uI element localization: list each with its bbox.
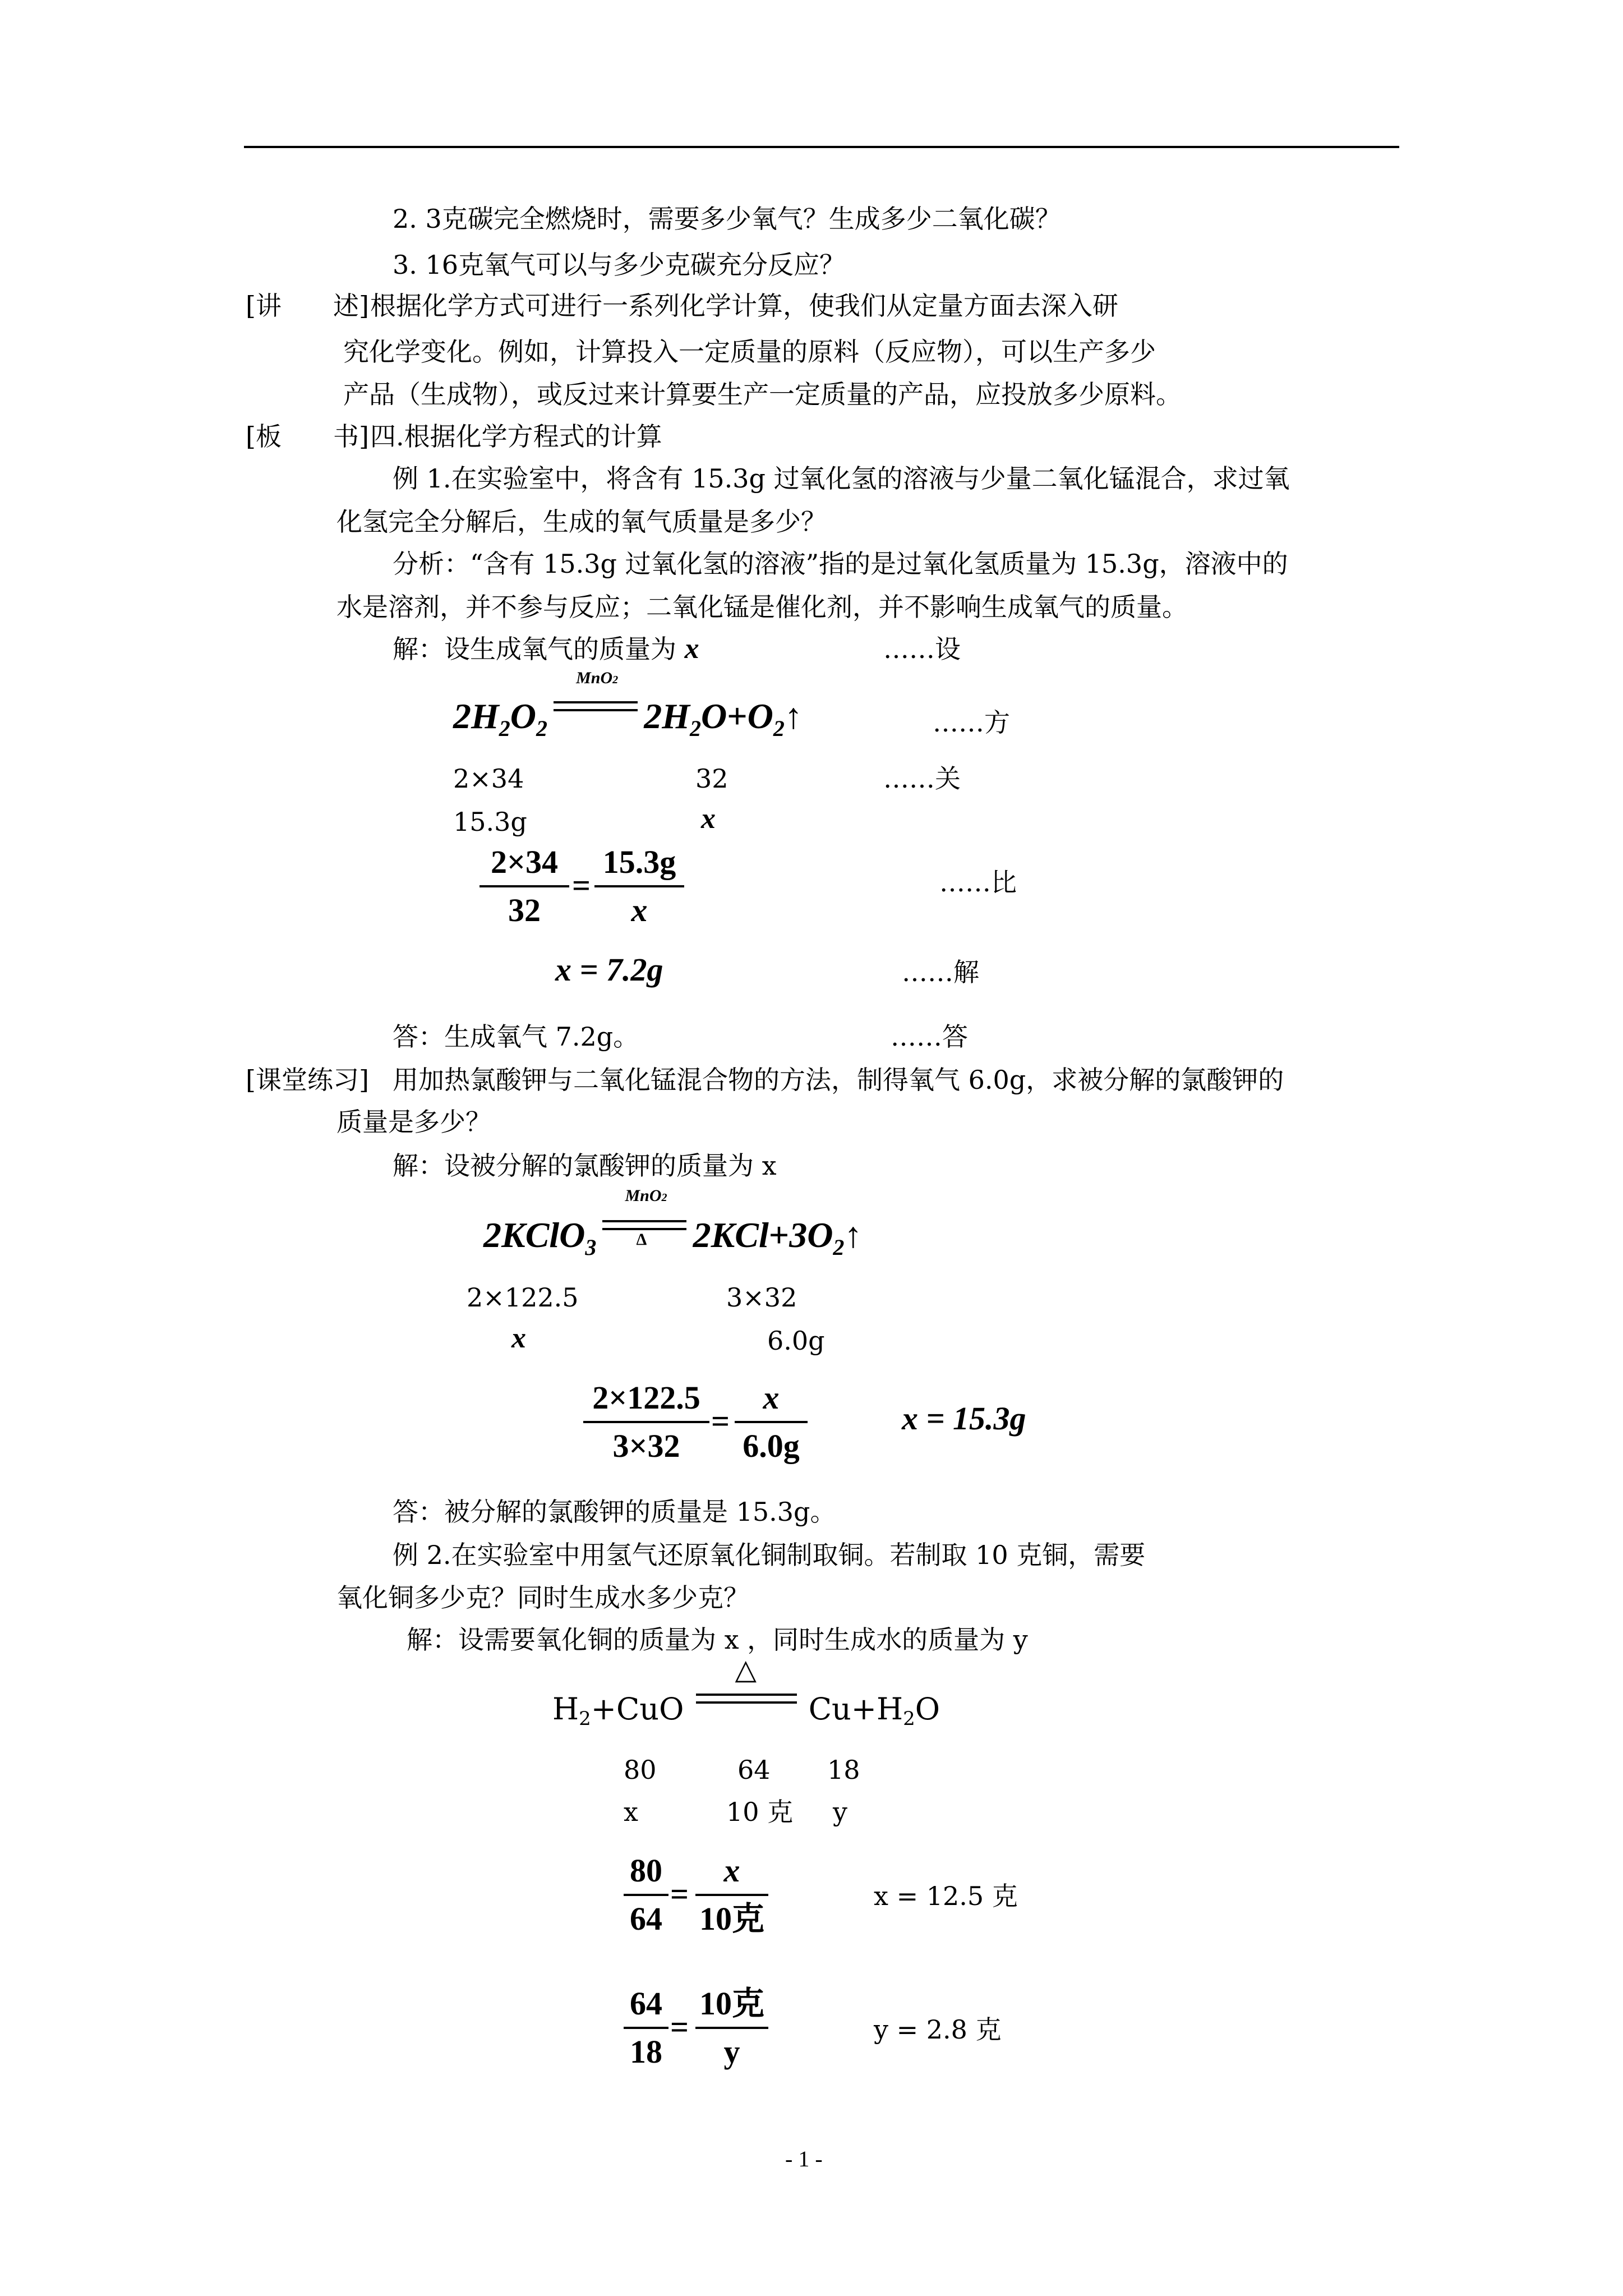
lecture-line-2: 究化学变化。例如，计算投入一定质量的原料（反应物），可以生产多少	[343, 337, 1156, 367]
example-2-line-1: 例 2.在实验室中用氢气还原氧化铜制取铜。若制取 10 克铜，需要	[393, 1540, 1146, 1570]
proportion-4-right: 10克 y	[695, 1983, 768, 2073]
proportion-4-left: 64 18	[624, 1983, 668, 2073]
unknown-2: x	[511, 1322, 526, 1354]
var-h2o: y	[833, 1797, 847, 1827]
heat-triangle-icon: △	[735, 1653, 757, 1686]
reaction-equation-3: H2+CuO △ Cu+H2O	[552, 1653, 940, 1730]
practice-line-2: 质量是多少？	[336, 1107, 491, 1137]
given-cu: 10 克	[726, 1797, 794, 1827]
gas-arrow-icon: ↑	[844, 1215, 863, 1255]
lecture-line-1: 根据化学方式可进行一系列化学计算，使我们从定量方面去深入研	[370, 291, 1118, 321]
solution-1-text: 解：设生成氧气的质量为	[393, 634, 676, 664]
step-label-answer: ……答	[891, 1022, 968, 1052]
catalyst-label-2: MnO2	[625, 1186, 667, 1205]
ratio-2-kclo3: 2×122.5	[467, 1282, 579, 1313]
question-3: 3. 16克氧气可以与多少克碳充分反应？	[393, 250, 846, 280]
heat-symbol: Δ	[636, 1230, 647, 1249]
given-2-mass: 6.0g	[767, 1326, 825, 1356]
equals-sign: =	[670, 2009, 689, 2045]
ratio-1-h2o2: 2×34	[453, 763, 524, 794]
proportion-2-left: 2×122.5 3×32	[583, 1377, 709, 1467]
equals-sign: =	[670, 1876, 689, 1912]
lecture-line-3: 产品（生成物），或反过来计算要生产一定质量的产品，应投放多少原料。	[343, 379, 1182, 409]
proportion-2-right: x 6.0g	[735, 1377, 808, 1467]
equals-sign: =	[572, 867, 591, 904]
catalyst-label-1: MnO2	[576, 669, 619, 687]
page-number: - 1 -	[785, 2146, 823, 2171]
step-label-set: ……设	[883, 634, 961, 664]
example-1-line-1: 例 1.在实验室中，将含有 15.3g 过氧化氢的溶液与少量二氧化锰混合，求过氧	[393, 463, 1290, 494]
board-tag: [板 书]	[246, 421, 369, 452]
ratio-2-o2: 3×32	[726, 1282, 797, 1313]
mass-cu: 64	[737, 1755, 771, 1785]
equals-sign: =	[711, 1403, 730, 1439]
result-3-y: y = 2.8 克	[874, 2014, 1002, 2045]
answer-2: 答：被分解的氯酸钾的质量是 15.3g。	[393, 1497, 836, 1527]
header-rule	[244, 146, 1399, 148]
reaction-equation-1: 2H2O2 MnO2 2H2O+O2↑	[453, 669, 803, 741]
example-2-line-2: 氧化铜多少克？同时生成水多少克？	[336, 1582, 749, 1613]
reaction-arrow-2	[602, 1186, 686, 1249]
analysis-line-1: 分析：“含有 15.3g 过氧化氢的溶液”指的是过氧化氢质量为 15.3g，溶液中的	[393, 549, 1288, 579]
practice-tag: [课堂练习]	[246, 1065, 369, 1095]
analysis-line-2: 水是溶剂，并不参与反应；二氧化锰是催化剂，并不影响生成氧气的质量。	[336, 592, 1188, 622]
mass-cuo: 80	[624, 1755, 657, 1785]
lecture-tag: [讲 述]	[246, 291, 369, 321]
proportion-1-left: 2×34 32	[479, 841, 569, 931]
step-label-solve: ……解	[902, 957, 979, 987]
solution-2: 解：设被分解的氯酸钾的质量为 x	[393, 1151, 777, 1181]
gas-arrow-icon: ↑	[784, 696, 803, 736]
reaction-arrow-3	[696, 1653, 797, 1716]
proportion-3-left: 80 64	[624, 1850, 668, 1940]
proportion-1-right: 15.3g x	[594, 841, 684, 931]
step-label-equation: ……方	[933, 707, 1010, 738]
result-3-x: x = 12.5 克	[874, 1881, 1018, 1911]
reaction-arrow-1	[554, 669, 638, 724]
unknown-1: x	[701, 803, 716, 835]
answer-1: 答：生成氧气 7.2g。	[393, 1022, 639, 1052]
question-2: 2. 3克碳完全燃烧时，需要多少氧气？生成多少二氧化碳？	[393, 204, 1061, 234]
example-1-line-2: 化氢完全分解后，生成的氧气质量是多少？	[336, 507, 827, 537]
practice-line-1: 用加热氯酸钾与二氧化锰混合物的方法，制得氧气 6.0g，求被分解的氯酸钾的	[393, 1065, 1284, 1095]
var-cuo: x	[624, 1797, 638, 1827]
board-title: 四.根据化学方程式的计算	[370, 421, 662, 452]
step-label-ratio: ……比	[939, 867, 1017, 898]
step-label-relation: ……关	[883, 763, 961, 794]
mass-h2o: 18	[827, 1755, 860, 1785]
solution-3: 解：设需要氧化铜的质量为 x ，同时生成水的质量为 y	[407, 1625, 1028, 1655]
ratio-1-o2: 32	[695, 763, 728, 794]
result-1: x = 7.2g	[555, 951, 663, 988]
proportion-3-right: x 10克	[695, 1850, 768, 1940]
solution-1-variable: x	[684, 633, 699, 665]
reaction-equation-2: 2KClO3 MnO2 Δ 2KCl+3O2↑	[483, 1186, 863, 1260]
given-1-mass: 15.3g	[453, 807, 527, 837]
result-2: x = 15.3g	[902, 1400, 1026, 1437]
solution-1	[393, 632, 699, 666]
